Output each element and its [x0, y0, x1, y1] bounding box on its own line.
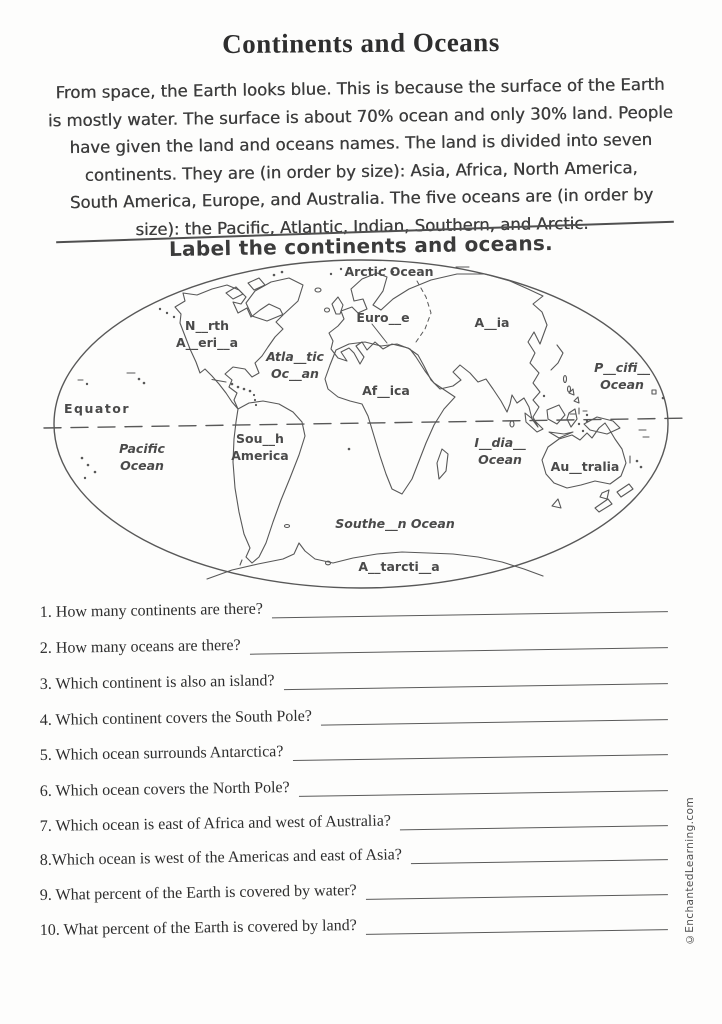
philippines-island	[564, 376, 567, 383]
map-label-southern-ocean	[335, 516, 454, 533]
map-label-text: A__ia	[474, 315, 510, 330]
map-label-north-america	[176, 318, 238, 351]
answer-line	[400, 808, 668, 830]
britain-outline	[332, 297, 343, 314]
map-label-text: P__cifi__	[594, 360, 650, 375]
answer-line	[321, 702, 668, 725]
map-label-text: Ocean	[120, 457, 164, 473]
map-label-text: America	[231, 447, 289, 463]
map-label-text: Sou__h	[236, 431, 284, 446]
section-heading: Label the continents and oceans.	[168, 230, 554, 262]
island-dots	[81, 268, 665, 479]
map-label-text: Arctic Ocean	[344, 264, 434, 279]
answer-line	[272, 594, 668, 618]
question-row	[40, 842, 668, 870]
map-label-asia	[475, 315, 510, 332]
question-text: 4. Which continent covers the South Pole?	[39, 707, 313, 730]
antarctic-island	[326, 561, 331, 565]
new-zealand-outline	[595, 484, 633, 512]
map-label-text: N__rth	[184, 318, 230, 333]
question-row	[40, 666, 668, 694]
africa-outline	[325, 342, 455, 494]
intro-paragraph	[27, 70, 695, 245]
answer-line	[366, 912, 668, 935]
map-label-africa	[362, 383, 410, 400]
map-label-south-america	[231, 431, 288, 464]
question-text: 5. Which ocean surrounds Antarctica?	[39, 743, 284, 765]
falklands-island	[285, 525, 290, 528]
sri-lanka-island	[510, 421, 514, 427]
map-label-text: Equator	[64, 401, 131, 416]
answer-line	[283, 666, 667, 690]
answer-line	[299, 773, 668, 797]
map-label-text: Af__ica	[362, 383, 410, 398]
java-outline	[549, 432, 573, 438]
intro-line: size): the Pacific, Atlantic, Indian, Southern, and Arctic.	[135, 213, 589, 240]
island-triangle	[552, 499, 561, 508]
map-label-text: Southe__n Ocean	[335, 516, 455, 531]
map-label-text: A__eri__a	[175, 334, 239, 350]
question-text: 3. Which continent is also an island?	[39, 672, 275, 694]
map-label-arctic-ocean	[344, 264, 433, 281]
world-map-svg	[36, 252, 686, 597]
map-label-pacific-ocean	[119, 441, 165, 474]
map-label-equator	[64, 401, 130, 418]
intro-line: is mostly water. The surface is about 70% ocean and only 30% land. People	[47, 102, 674, 130]
question-text: 10. What percent of the Earth is covered by land?	[39, 917, 357, 940]
map-label-text: Au__tralia	[550, 459, 620, 474]
tasmania-outline	[600, 490, 609, 499]
question-row	[40, 737, 668, 765]
copyright-text: ©EnchantedLearning.com	[684, 797, 696, 946]
answer-line	[411, 842, 668, 864]
question-row	[40, 808, 668, 836]
ireland-outline	[325, 308, 330, 312]
question-text: 2. How many oceans are there?	[39, 636, 241, 658]
equator-line	[44, 418, 686, 428]
map-label-text: Ocean	[478, 451, 522, 467]
europe-leader-line	[372, 324, 387, 343]
intro-line: have given the land and oceans names. The land is divided into seven	[69, 130, 653, 158]
japan-arc	[551, 345, 563, 370]
question-text: 6. Which ocean covers the North Pole?	[39, 779, 290, 801]
question-text: 7. Which ocean is east of Africa and west of Australia?	[39, 812, 392, 836]
iceland-outline	[315, 288, 321, 292]
map-label-text: Atla__tic	[266, 349, 324, 364]
question-text: 9. What percent of the Earth is covered by water?	[39, 882, 357, 905]
philippines-island	[568, 386, 571, 392]
map-label-text: Ocean	[600, 376, 644, 392]
question-row	[40, 630, 668, 658]
map-label-pacific-ocean-blank	[594, 360, 650, 393]
question-row	[40, 773, 668, 801]
intro-line: From space, the Earth looks blue. This is because the surface of the Earth	[55, 74, 665, 103]
question-row	[40, 702, 668, 730]
antarctic-tick	[240, 560, 242, 565]
question-row	[40, 594, 668, 622]
map-label-text: Euro__e	[356, 310, 410, 325]
map-label-europe	[356, 310, 409, 327]
map-label-antarctica	[358, 559, 439, 576]
dashed-meridian	[416, 281, 431, 342]
map-label-text: I__dia__	[474, 435, 526, 450]
page-title: Continents and Oceans	[222, 27, 500, 59]
question-text: 8.Which ocean is west of the Americas and east of Asia?	[39, 846, 403, 870]
map-label-text: Pacific	[119, 441, 165, 456]
answer-line	[366, 877, 668, 900]
map-label-text: Oc__an	[271, 365, 319, 381]
map-label-australia	[551, 459, 620, 476]
philippines-triangles	[569, 389, 579, 403]
answer-line	[292, 737, 668, 761]
answer-line	[249, 630, 667, 654]
borneo-outline	[547, 405, 565, 424]
question-row	[40, 912, 668, 940]
map-label-atlantic-ocean	[266, 349, 324, 382]
question-row	[40, 877, 668, 905]
world-map	[36, 252, 686, 597]
sulawesi-outline	[567, 409, 577, 427]
map-label-indian-ocean	[474, 435, 525, 468]
map-label-text: A__tarcti__a	[358, 559, 440, 574]
question-text: 1. How many continents are there?	[39, 600, 263, 622]
madagascar-outline	[437, 449, 448, 479]
intro-line: South America, Europe, and Australia. The five oceans are (in order by	[69, 185, 654, 213]
pacific-islet	[652, 390, 656, 394]
intro-line: continents. They are (in order by size): Asia, Africa, North America,	[84, 157, 638, 185]
